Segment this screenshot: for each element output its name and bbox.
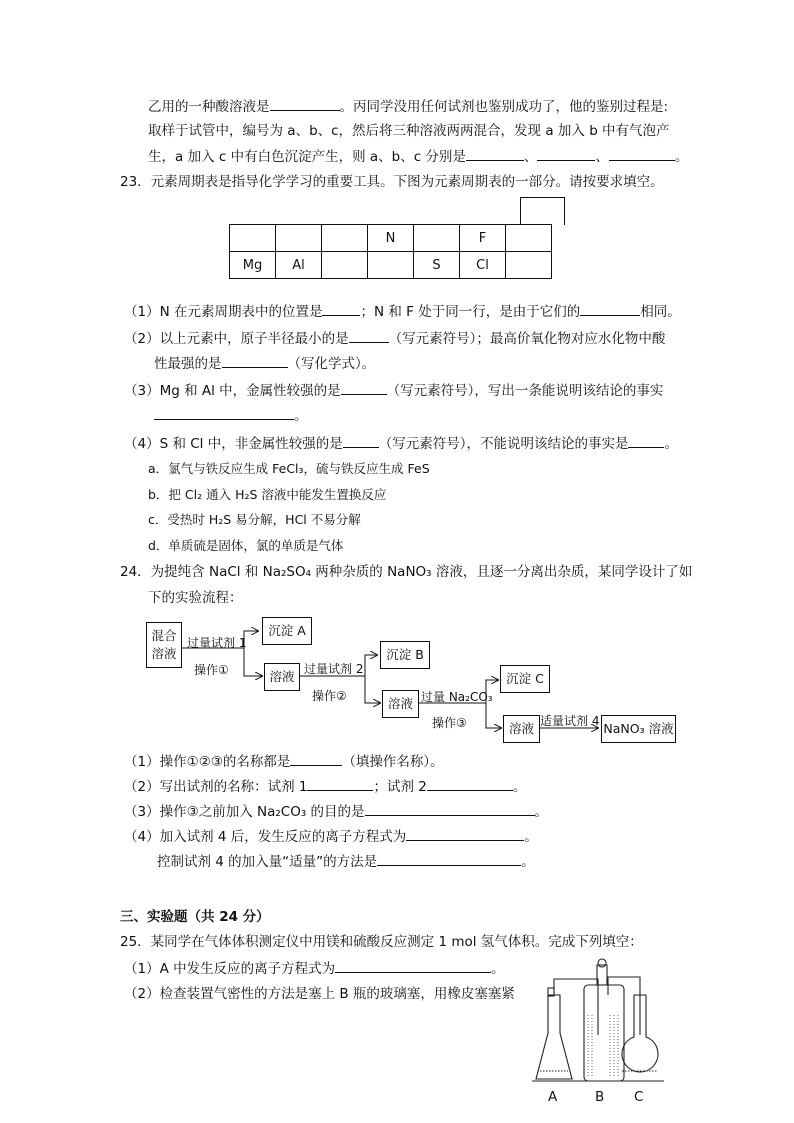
q25-part1 <box>124 959 505 978</box>
flow-ppt-c: 沉淀 C <box>500 665 550 693</box>
period: 。 <box>491 961 505 977</box>
q23-text: （2）以上元素中，原子半径最小的是 <box>124 331 349 347</box>
period: 。 <box>674 149 689 165</box>
q24-stem-line2: 下的实验流程： <box>148 590 243 606</box>
apparatus-label-c: C <box>634 1089 644 1105</box>
q24-part4-cont <box>157 852 535 871</box>
flow-reagent-3: 过量 Na₂CO₃ <box>421 690 493 704</box>
q23-text: （写元素符号）；最高价氧化物对应水化物中酸 <box>388 331 666 347</box>
q23-text: 相同。 <box>640 304 681 320</box>
q23-text: （3）Mg 和 Al 中，金属性较强的是 <box>124 383 341 399</box>
flow-final-solution: NaNO₃ 溶液 <box>601 715 676 743</box>
flow-op-2: 操作② <box>312 689 347 703</box>
period: 。 <box>294 408 308 424</box>
answer-blank[interactable] <box>406 827 524 841</box>
separator: 、 <box>595 149 609 165</box>
q25-part2: （2）检查装置气密性的方法是塞上 B 瓶的玻璃塞，用橡皮塞塞紧 <box>124 986 515 1002</box>
q24-text: ；试剂 2 <box>373 779 427 795</box>
flow-reagent-1: 过量试剂 1 <box>187 636 247 650</box>
option-a: a．氯气与铁反应生成 FeCl₃，硫与铁反应生成 FeS <box>148 461 430 476</box>
pt-cell: N <box>368 225 414 252</box>
q24-text: （1）操作①②③的名称都是 <box>124 754 291 770</box>
q24-text: （2）写出试剂的名称：试剂 1 <box>124 779 308 795</box>
q22-text: 乙用的一种酸溶液是 <box>148 99 270 115</box>
q24-text: 控制试剂 4 的加入量“适量”的方法是 <box>157 854 378 870</box>
period: 。 <box>534 804 549 820</box>
q23-text: （写元素符号），不能说明该结论的事实是 <box>378 436 629 452</box>
flow-solution-1: 溶液 <box>264 663 300 691</box>
q23-text: （4）S 和 Cl 中，非金属性较强的是 <box>124 436 343 452</box>
q24-part4 <box>124 827 538 846</box>
period: 。 <box>664 436 678 452</box>
section-3-title: 三、实验题（共 24 分） <box>120 909 270 925</box>
q24-text: （填操作名称）。 <box>342 754 444 770</box>
pt-cell: Al <box>276 252 322 279</box>
gas-volume-apparatus-illustration <box>528 955 668 1095</box>
flow-solution-2: 溶液 <box>382 690 419 718</box>
q23-text: （写元素符号），写出一条能说明该结论的事实 <box>386 383 664 399</box>
answer-blank[interactable] <box>307 777 373 791</box>
flow-reagent-2: 过量试剂 2 <box>304 662 364 676</box>
q22-text: 。丙同学没用任何试剂也鉴别成功了，他的鉴别过程是: <box>339 99 669 115</box>
answer-blank[interactable] <box>427 777 513 791</box>
flow-ppt-b: 沉淀 B <box>380 641 430 669</box>
q25-text: （1）A 中发生反应的离子方程式为 <box>124 961 336 977</box>
q22-text: 取样于试管中，编号为 a、b、c，然后将三种溶液两两混合，发现 a 加入 b 中有气泡产 <box>148 123 670 139</box>
pt-cell: Mg <box>230 252 276 279</box>
answer-blank[interactable] <box>365 802 535 816</box>
flow-solution-3: 溶液 <box>503 715 540 743</box>
option-c: c．受热时 H₂S 易分解，HCl 不易分解 <box>148 512 361 527</box>
q24-part3 <box>124 802 548 821</box>
answer-blank[interactable] <box>290 752 342 766</box>
pt-cell: F <box>460 225 506 252</box>
q23-text: 性最强的是 <box>154 356 222 372</box>
q24-part2 <box>124 777 526 796</box>
period: 。 <box>512 779 527 795</box>
period: 。 <box>524 829 538 845</box>
q25-stem: 25．某同学在气体体积测定仪中用镁和硫酸反应测定 1 mol 氢气体积。完成下列填空： <box>120 934 643 950</box>
flow-reagent-4: 适量试剂 4 <box>540 714 600 728</box>
q24-stem-line1: 24．为提纯含 NaCl 和 Na₂SO₄ 两种杂质的 NaNO₃ 溶液，且逐一分离出杂质，某同学设计了如 <box>120 564 693 580</box>
q23-text: （1）N 在元素周期表中的位置是 <box>124 304 323 320</box>
q23-text: （写化学式）。 <box>287 356 376 372</box>
q24-text: （3）操作③之前加入 Na₂CO₃ 的目的是 <box>124 804 365 820</box>
flow-ppt-a: 沉淀 A <box>262 617 312 645</box>
pt-cell: S <box>414 252 460 279</box>
q24-part1 <box>124 752 444 771</box>
answer-blank[interactable] <box>335 959 491 973</box>
option-d: d．单质硫是固体，氯的单质是气体 <box>148 538 344 553</box>
apparatus-label-b: B <box>595 1089 605 1105</box>
pt-cell: Cl <box>460 252 506 279</box>
apparatus-label-a: A <box>548 1089 558 1105</box>
flow-op-3: 操作③ <box>432 716 467 730</box>
q23-stem: 23．元素周期表是指导化学学习的重要工具。下图为元素周期表的一部分。请按要求填空。 <box>120 174 664 190</box>
flow-mixed-solution: 混合 溶液 <box>146 622 182 668</box>
q24-text: （4）加入试剂 4 后，发生反应的离子方程式为 <box>124 829 407 845</box>
q22-text: 生，a 加入 c 中有白色沉淀产生，则 a、b、c 分别是 <box>148 149 466 165</box>
separator: 、 <box>523 149 538 165</box>
period: 。 <box>521 854 535 870</box>
flow-op-1: 操作① <box>194 663 229 677</box>
option-b: b．把 Cl₂ 通入 H₂S 溶液中能发生置换反应 <box>148 487 387 502</box>
answer-blank[interactable] <box>377 852 521 866</box>
q23-text: ；N 和 F 处于同一行，是由于它们的 <box>360 304 581 320</box>
